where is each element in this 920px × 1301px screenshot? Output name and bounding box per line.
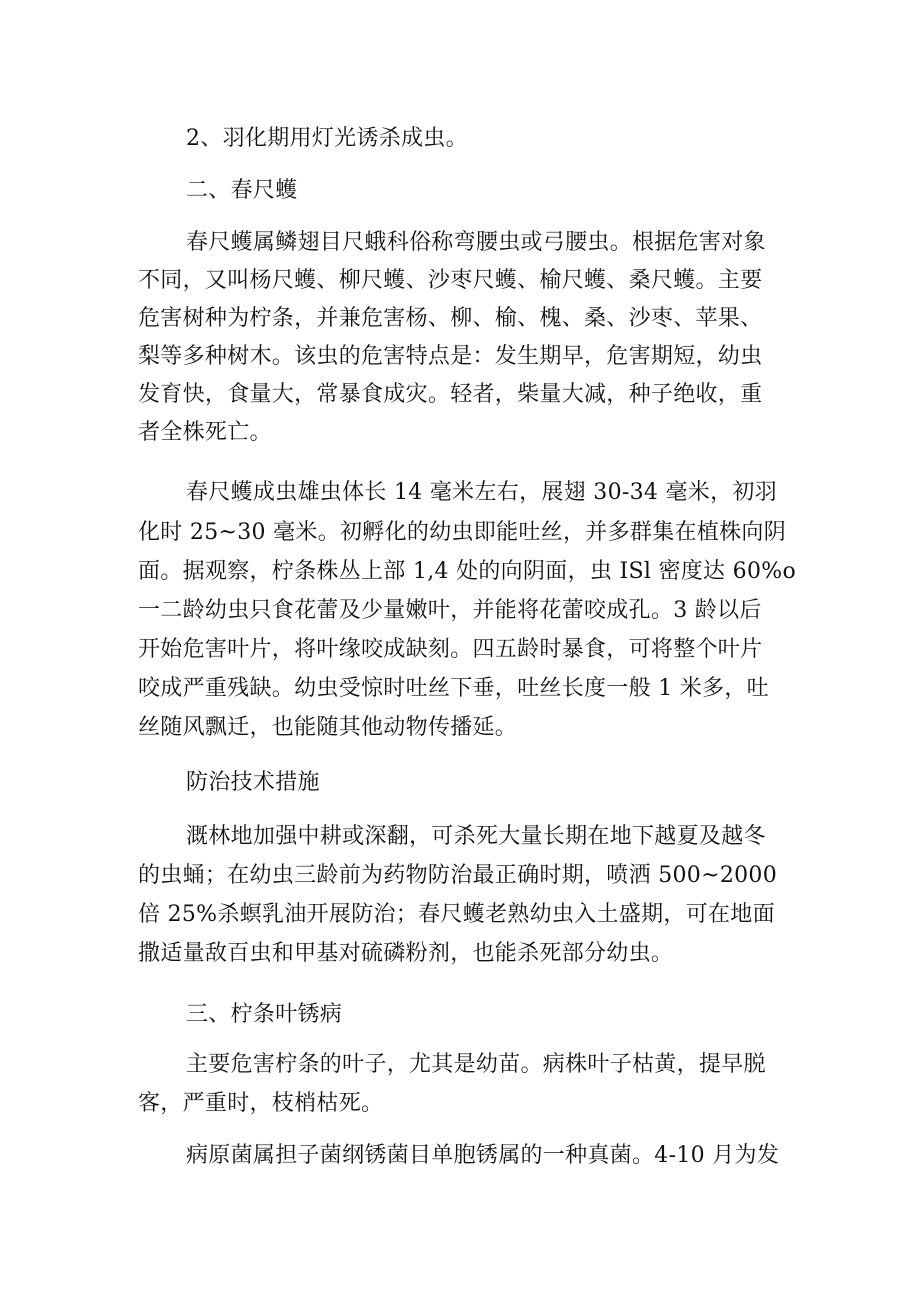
section-heading-spring-inchworm: 二、春尺蠖: [186, 178, 298, 203]
section-heading-leaf-rust: 三、柠条叶锈病: [186, 1002, 343, 1027]
step-2-light-trapping: 2、羽化期用灯光诱杀成虫。: [186, 126, 468, 151]
paragraph-line: 一二龄幼虫只食花蕾及少量嫩叶，并能将花蕾咬成孔。3 龄以后: [138, 598, 762, 623]
paragraph-line: 梨等多种树木。该虫的危害特点是：发生期早，危害期短，幼虫: [138, 344, 763, 369]
paragraph-line: 危害树种为柠条，并兼危害杨、柳、榆、槐、桑、沙枣、苹果、: [138, 306, 763, 331]
section-heading-control-measures: 防治技术措施: [186, 770, 320, 795]
paragraph-line: 开始危害叶片，将叶缘咬成缺刻。四五龄时暴食，可将整个叶片: [138, 637, 763, 662]
paragraph-line: 丝随风飘迁，也能随其他动物传播延。: [138, 715, 518, 740]
paragraph-line: 不同，又叫杨尺蠖、柳尺蠖、沙枣尺蠖、榆尺蠖、桑尺蠖。主要: [138, 268, 763, 293]
paragraph-line: 客，严重时，枝梢枯死。: [138, 1091, 384, 1116]
paragraph-line: 发育快，食量大，常暴食成灾。轻者，柴量大减，种子绝收，重: [138, 382, 763, 407]
paragraph-line: 溉林地加强中耕或深翻，可杀死大量长期在地下越夏及越冬: [186, 824, 766, 849]
paragraph-line: 撒适量敌百虫和甲基对硫磷粉剂，也能杀死部分幼虫。: [138, 941, 674, 966]
paragraph-line: 的虫蛹；在幼虫三龄前为药物防治最正确时期，喷洒 500~2000: [138, 863, 778, 888]
paragraph-line: 主要危害柠条的叶子，尤其是幼苗。病株叶子枯黄，提早脱: [186, 1052, 766, 1077]
paragraph-line: 春尺蠖属鳞翅目尺蛾科俗称弯腰虫或弓腰虫。根据危害对象: [186, 230, 766, 255]
paragraph-line: 病原菌属担子菌纲锈菌目单胞锈属的一种真菌。4-10 月为发: [186, 1143, 780, 1168]
paragraph-line: 者全株死亡。: [138, 420, 272, 445]
paragraph-line: 化时 25~30 毫米。初孵化的幼虫即能吐丝，并多群集在植株向阴: [138, 520, 787, 545]
paragraph-line: 春尺蠖成虫雄虫体长 14 毫米左右，展翅 30-34 毫米，初羽: [186, 480, 777, 505]
paragraph-line: 咬成严重残缺。幼虫受惊时吐丝下垂，吐丝长度一般 1 米多，吐: [138, 676, 769, 701]
paragraph-line: 面。据观察，柠条株丛上部 1,4 处的向阴面，虫 ISl 密度达 60%o: [138, 559, 796, 584]
paragraph-line: 倍 25%杀螟乳油开展防治；春尺蠖老熟幼虫入土盛期，可在地面: [138, 902, 775, 927]
